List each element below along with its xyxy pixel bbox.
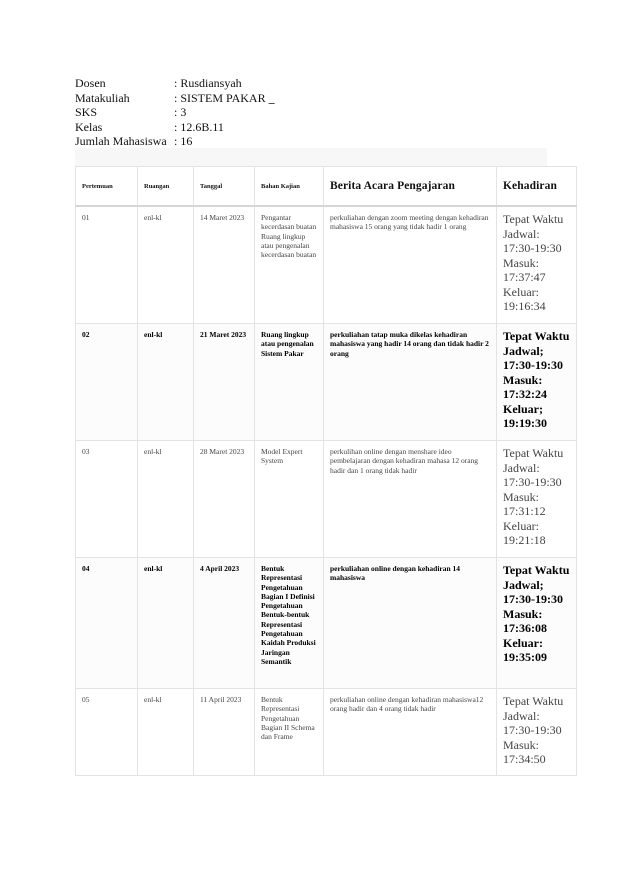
kehadiran-cell — [497, 689, 576, 775]
jadwal-value: 17:30-19:30 — [503, 358, 563, 372]
col-pertemuan: Pertemuan — [76, 167, 138, 207]
table-header-row — [76, 167, 577, 207]
sks-label: SKS — [75, 105, 98, 119]
sks-row — [75, 105, 275, 120]
masuk-value: 17:32:24 — [503, 387, 547, 401]
table-row — [76, 324, 577, 441]
matakuliah-label: Matakuliah — [75, 90, 130, 105]
masuk-label: Masuk: — [503, 737, 539, 752]
jadwal-label: Jadwal: — [503, 226, 540, 241]
matakuliah-value: : SISTEM PAKAR — [174, 90, 266, 105]
col-ruangan: Ruangan — [138, 167, 194, 207]
bahan-cell: Pengantar kecerdasan buatan Ruang lingkup atau pengenalan kecerdasan buatan — [261, 213, 317, 260]
keluar-label: Keluar: — [503, 635, 543, 650]
kehadiran-cell — [497, 441, 576, 556]
berita-cell: perkulihan online dengan menshare ideo pembelajaran dengan kehadiran mahasa 12 orang hadir dan 1 orang tidak hadir — [330, 447, 479, 475]
keluar-label: Keluar; — [503, 401, 543, 416]
pertemuan-cell: 03 — [82, 447, 90, 456]
masuk-label: Masuk: — [503, 606, 543, 621]
table-row — [76, 558, 577, 689]
keluar-value: 19:19:30 — [503, 416, 547, 430]
ruangan-cell: enl-kl — [144, 695, 162, 704]
masuk-value: 17:37:47 — [503, 270, 546, 284]
dosen-value: : Rusdiansyah — [174, 76, 242, 90]
jadwal-label: Jadwal; — [503, 577, 544, 592]
jadwal-value: 17:30-19:30 — [503, 723, 562, 737]
jadwal-value: 17:30-19:30 — [503, 475, 562, 489]
berita-cell: perkuliahan online dengan kehadiran 14 mahasiswa — [330, 564, 461, 583]
masuk-value: 17:34:50 — [503, 752, 546, 766]
tanggal-cell: 21 Maret 2023 — [200, 330, 247, 339]
kehadiran-cell — [497, 324, 576, 439]
status-text: Tepat Waktu — [503, 212, 564, 226]
kelas-row — [75, 120, 275, 135]
keluar-value: 19:21:18 — [503, 533, 546, 547]
masuk-label: Masuk: — [503, 489, 539, 504]
jadwal-value: 17:30-19:30 — [503, 241, 562, 255]
keluar-label: Keluar: — [503, 284, 539, 299]
header-shade-band — [75, 148, 547, 166]
kelas-label: Kelas — [75, 119, 103, 134]
keluar-label: Keluar: — [503, 518, 539, 533]
col-tanggal: Tanggal — [194, 167, 255, 207]
tanggal-cell: 14 Maret 2023 — [200, 213, 245, 222]
masuk-value: 17:36:08 — [503, 621, 547, 635]
keluar-value: 19:16:34 — [503, 299, 546, 313]
bahan-cell: Bentuk Representasi Pengetahuan Bagian I Definisi Pengetahuan Bentuk-bentuk Representasi Pengetahuan Kaidah Produksi Jaringan Semantik — [261, 564, 316, 666]
bahan-cell: Bentuk Representasi Pengetahuan Bagian II Schema dan Frame — [261, 695, 315, 742]
ruangan-cell: enl-kl — [144, 213, 162, 222]
bahan-cell: Model Expert System — [261, 447, 303, 466]
matakuliah-link-tail[interactable]: _ — [268, 90, 275, 105]
berita-cell: perkuliahan online dengan kehadiran mahasiswa12 orang hadir dan 4 orang tidak hadir — [330, 695, 484, 714]
pertemuan-cell: 05 — [82, 695, 90, 704]
pertemuan-cell: 01 — [82, 213, 90, 222]
tanggal-cell: 4 April 2023 — [200, 564, 240, 573]
attendance-table — [75, 166, 577, 776]
ruangan-cell: enl-kl — [144, 330, 163, 339]
dosen-row — [75, 76, 275, 91]
keluar-value: 19:35:09 — [503, 650, 547, 664]
masuk-value: 17:31:12 — [503, 504, 546, 518]
jadwal-label: Jadwal; — [503, 343, 544, 358]
ruangan-cell: enl-kl — [144, 447, 162, 456]
kelas-value: : 12.6B.11 — [174, 119, 224, 134]
masuk-label: Masuk: — [503, 255, 539, 270]
course-info — [75, 76, 275, 149]
jumlah-label: Jumlah Mahasiswa — [75, 134, 167, 148]
pertemuan-cell: 04 — [82, 564, 90, 573]
berita-cell: perkuliahan dengan zoom meeting dengan kehadiran mahasiswa 15 orang yang tidak hadir 1 orang — [330, 213, 489, 232]
jumlah-value: : 16 — [174, 134, 193, 148]
ruangan-cell: enl-kl — [144, 564, 163, 573]
tanggal-cell: 11 April 2023 — [200, 695, 242, 704]
jumlah-row — [75, 134, 275, 149]
status-text: Tepat Waktu — [503, 563, 570, 577]
status-text: Tepat Waktu — [503, 446, 564, 460]
col-kehadiran: Kehadiran — [497, 167, 577, 207]
status-text: Tepat Waktu — [503, 329, 570, 343]
matakuliah-row — [75, 91, 275, 106]
dosen-label: Dosen — [75, 76, 106, 90]
berita-cell: perkuliahan tatap muka dikelas kehadiran mahasiswa yang hadir 14 orang dan tidak hadir 2 orang — [330, 330, 489, 358]
table-row — [76, 206, 577, 324]
kehadiran-cell — [497, 558, 576, 673]
pertemuan-cell: 02 — [82, 330, 90, 339]
col-berita-acara: Berita Acara Pengajaran — [324, 167, 497, 207]
jadwal-value: 17:30-19:30 — [503, 592, 563, 606]
tanggal-cell: 28 Maret 2023 — [200, 447, 245, 456]
jadwal-label: Jadwal: — [503, 708, 540, 723]
jadwal-label: Jadwal: — [503, 460, 540, 475]
status-text: Tepat Waktu — [503, 694, 564, 708]
col-bahan-kajian: Bahan Kajian — [255, 167, 324, 207]
sks-value: : 3 — [174, 105, 187, 119]
bahan-cell: Ruang lingkup atau pengenalan Sistem Pakar — [261, 330, 314, 358]
table-row — [76, 689, 577, 776]
masuk-label: Masuk: — [503, 372, 543, 387]
kehadiran-cell — [497, 207, 576, 322]
matakuliah-value-wrap — [174, 91, 275, 106]
table-row — [76, 441, 577, 558]
